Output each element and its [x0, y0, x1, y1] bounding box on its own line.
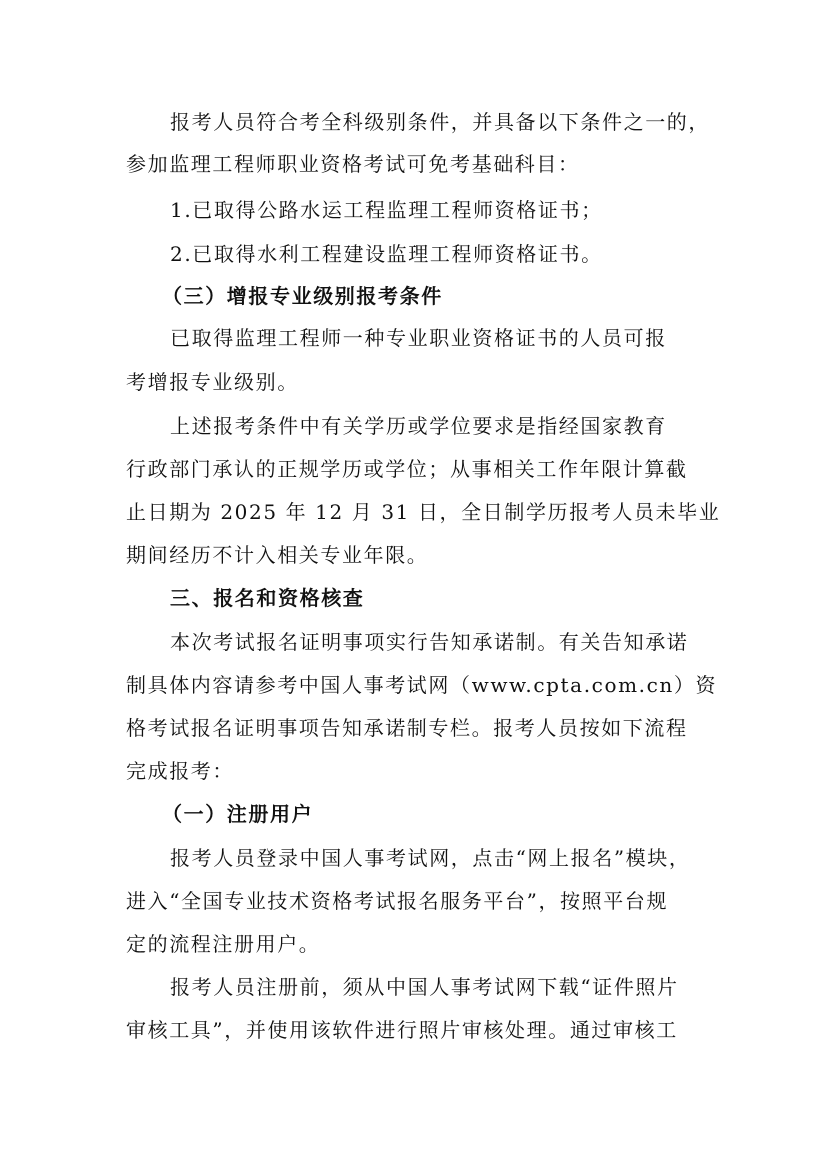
paragraph-exemption-intro-cont: 参加监理工程师职业资格考试可免考基础科目：: [126, 152, 580, 176]
list-item-highway-cert: 1.已取得公路水运工程监理工程师资格证书；: [170, 198, 603, 222]
paragraph-register-user-cont-1: 进入“全国专业技术资格考试报名服务平台”，按照平台规: [126, 889, 669, 913]
paragraph-add-specialty-cont: 考增报专业级别。: [126, 370, 299, 394]
paragraph-add-specialty: 已取得监理工程师一种专业职业资格证书的人员可报: [170, 326, 667, 350]
section-heading-add-specialty: （三）增报专业级别报考条件: [162, 284, 443, 308]
paragraph-education-note-cont-2: 止日期为 2025 年 12 月 31 日，全日制学历报考人员未毕业: [126, 500, 721, 524]
paragraph-education-note: 上述报考条件中有关学历或学位要求是指经国家教育: [170, 414, 667, 438]
section-heading-register-user: （一）注册用户: [162, 802, 314, 826]
paragraph-register-user: 报考人员登录中国人事考试网，点击“网上报名”模块，: [170, 846, 691, 870]
paragraph-commitment-system-cont-1: 制具体内容请参考中国人事考试网（www.cpta.com.cn）资: [126, 673, 718, 697]
paragraph-photo-review: 报考人员注册前，须从中国人事考试网下载“证件照片: [170, 975, 679, 999]
paragraph-photo-review-cont: 审核工具”，并使用该软件进行照片审核处理。通过审核工: [126, 1018, 678, 1042]
section-heading-registration: 三、报名和资格核查: [170, 586, 365, 610]
paragraph-education-note-cont-3: 期间经历不计入相关专业年限。: [126, 543, 429, 567]
paragraph-register-user-cont-2: 定的流程注册用户。: [126, 932, 321, 956]
paragraph-commitment-system-cont-3: 完成报考：: [126, 759, 234, 783]
paragraph-commitment-system: 本次考试报名证明事项实行告知承诺制。有关告知承诺: [170, 630, 689, 654]
paragraph-commitment-system-cont-2: 格考试报名证明事项告知承诺制专栏。报考人员按如下流程: [126, 716, 688, 740]
list-item-water-cert: 2.已取得水利工程建设监理工程师资格证书。: [170, 242, 603, 266]
paragraph-education-note-cont-1: 行政部门承认的正规学历或学位；从事相关工作年限计算截: [126, 457, 688, 481]
paragraph-exemption-intro: 报考人员符合考全科级别条件，并具备以下条件之一的，: [170, 110, 710, 134]
